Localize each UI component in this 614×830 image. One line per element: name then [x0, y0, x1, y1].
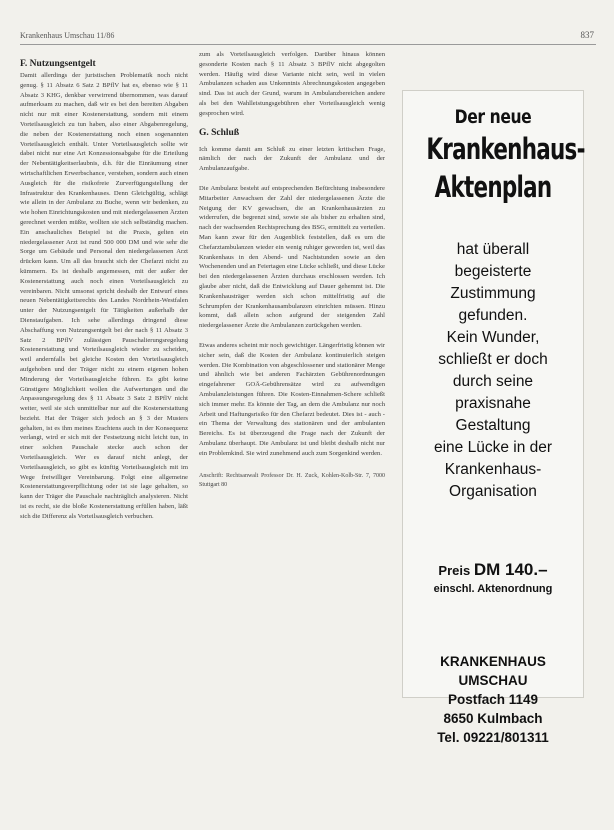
article-paragraph: Etwas anderes scheint mir noch gewichtiger. Längerfristig können wir sicher sein, daß die Kosten der Ambulanz kontinuierlich steigen werden. Die Kombination von abgeschlossener und stationärer Menge und ähnlich wie bei anderen Fachärzten Gebührenordnungen eingefahrener GOÄ-Gebührensätze wird zu aufwendigen Ambulanzleistungen führen. Die Kosten-Einnahmen-Schere schließt sich immer mehr. Es könnte der Tag, an dem die Ambulanz nur noch Arbeit und Haftungsrisiko für den Chefarzt bedeutet. Dies ist - auch - ein Thema der Verwaltung des stationären und der ambulanten Bereichs. Es ist überzeugend die Frage nach der Zukunft der Ambulanz überhaupt. Die Ambulanz ist und bleibt deshalb nicht nur ein Problemkind. Sie wird zunehmend auch zum Sorgenkind werden. — [199, 341, 385, 457]
ad-title-line3: Aktenplan — [434, 170, 552, 204]
price-value: DM 140.– — [473, 560, 548, 579]
address-line: UMSCHAU — [458, 673, 528, 688]
page-number: 837 — [580, 30, 594, 40]
article-paragraph: Die Ambulanz besteht auf entsprechenden Befürchtung insbesondere Mitarbeiter Anwachsen der Zahl der niedergelassenen Ärzte die Neigung der KV gewachsen, die an Krankenhausärzten zu widerrufen, die begrenzt sind, sowie sie als bisher zu erhalten sind, nach der wachsenden Rechtsprechung des BSG, ermittelt zu verteilen. Man kann zwar für den Augenblick feststellen, daß es um die Chefarztambulanzen wieder ein wenig ruhiger geworden ist, weil das Krankenhaus in den Abend- und Nachtstunden sowie an den Wochenenden und an Feiertagen eine Lücke schließt, und diese Lücke bei den niedergelassenen Ärzten durchaus erschlossen werden. Ich glaube aber nicht, daß die Entwicklung auf Dauer gehemmt ist. Die Krankenhausträger werden sich schon mittelfristig auf die Schrumpfen der Krankenhausambulanzen einrichten müssen. Hinzu kommt, daß allein schon aufgrund der steigenden Zahl niedergelassener Ärzte die Ambulanzen zurückgehen werden. — [199, 184, 385, 330]
article-column-middle — [199, 50, 385, 820]
section-heading-f: F. Nutzungsentgelt — [20, 59, 96, 69]
ad-body-line: praxisnahe — [455, 395, 531, 412]
ad-body-line: Gestaltung — [455, 417, 531, 434]
ad-address — [403, 652, 583, 747]
article-paragraph: zum als Vorteilsausgleich verfolgen. Darüber hinaus können gesonderte Kosten nach § 11 Absatz 3 BPflV nicht abgegolten werden. Häufig wird diese Variante nicht sein, weil in vielen Ambulanzen schaden aus Unkenntnis Abrechnungskosten angegeben sind. Das ist auch der Grund, warum in Ambulanzbereichen andere als bei den Wahlleistungsgebühren eher Vorteilsausgleich wenig gesprochen wird. — [199, 51, 385, 117]
journal-name: Krankenhaus Umschau 11/86 — [20, 31, 115, 40]
ad-body-line: eine Lücke in der — [433, 439, 553, 456]
address-line: 8650 Kulmbach — [443, 711, 543, 726]
article-paragraph: Damit allerdings der juristischen Problematik noch nicht genug. § 11 Absatz 6 Satz 2 BPflV hat es, ebenso wie § 11 Absatz 3 KHG, denkbar verwirrend übernommen, was darauf aufmerksam zu machen, daß wir es bei den bereiten Abgaben nicht nur mit einer Kostenerstattung, sondern mit einem Vorteilsausgleich zu tun haben, also einer Abgabenregelung, die neben der Kostenerstattung noch einen sogenannten Vorteilsausgleich enthält. Unter Vorteilsausgleich sollte wir dabei nicht nur eine Art Konzessionsabgabe für die Erteilung der Nebentätigkeitserlaubnis, d.h. für die Einräumung einer wirtschaftlichen Erwerbschance, verstehen, sondern auch einen Ausgleich für die risikofreie Zurverfügungstellung der Infrastruktur des Krankenhauses. Denn Gleichgültig, schlägt wie allein in der Ambulanz zu Buche, wenn wir bedenken, zu wie hohen Einrichtungskosten und mit niedergelassenen Ärzten gerechnet werden müßte, wollten sie sich selbständig machen. Ein anschauliches Beispiel ist die Praxis, gelten ein niedergelassener Arzt ist rund 500 000 DM und wie sehr die Sorge um Gebäude und Personal den niedergelassenen Arzt drücken kann. Um all das braucht sich der Chefarzt nicht zu kümmern. Es ist deshalb angemessen, mit der außer der Kostenerstattung auch noch einen Vorteilsausgleich zu vereinbaren. Nicht umsonst spricht deshalb der Entwurf eines neuen Nebentätigkeitsrechts des Landes Nordrhein-Westfalen unter der Nutzungsentgelt für Tätigkeiten außerhalb der Dienstaufgaben. Ich sehe allerdings dringend diese Abschaffung von Nutzungsentgelt bei der nach § 11 Absatz 3 Satz 2 BPflV zulässigen Pauschalierungsregelung Kostenerstattung und Vorteilsausgleich wieder zu scheiden, weil andernfalls bei gleiche Kosten den Vorteilsausgleich aufgehoben und der Träger nicht zu einem eigenen hohen Minderung der Vorteilsausgleiche führen. Es gibt keine Günstigere Möglichkeit wollen die Aufwertungen und die Anpassungsregelung des § 11 Absatz 3 Satz 2 BPflV nicht weiter, weil sie sich unmittelbar nur auf die Kostenerstattung bezieht. Hat der Träger sich jedoch an § 3 der Musters gehalten, ist es ihm meines Erachtens auch in der Konsequenz verlangt, wird er sich mit der Festsetzung nicht leicht tun, in einer solchen Pauschale stecke auch schon der Vorteilsausgleich. Wer es darauf nicht anlegt, der Vorteilsausgleich, so gibt es künftig Vorteilsausgleich mit im Wege freiwilliger Vereinbarung. Folgt eine allgemeine Kostenerstattungsverpflichtung oder ist sie lage gehalten, so kann der Träger die Pauschale nachträglich analysieren. Nicht ist es recht, sie die bloße Kostenerstattung erfüllen haben, läßt sich die Differenz als Vorteilsausgleich verbuchen. — [20, 72, 188, 520]
ad-body-line: hat überall — [456, 241, 530, 258]
article-paragraph: Ich komme damit am Schluß zu einer letzten kritischen Frage, nämlich der nach der Zukunft der Ambulanz und der Ambulanzaufgabe. — [199, 145, 385, 173]
ad-title-line2: Krankenhaus- — [426, 132, 585, 166]
price-note: einschl. Aktenordnung — [433, 583, 553, 595]
page-header — [20, 30, 596, 45]
price-label: Preis — [438, 563, 471, 578]
ad-body-line: durch seine — [452, 373, 534, 390]
ad-price — [403, 561, 583, 598]
address-line: Postfach 1149 — [447, 692, 539, 707]
ad-body-line: Kein Wunder, — [446, 329, 540, 346]
article-column-left — [20, 58, 188, 813]
ad-body-line: Organisation — [449, 483, 537, 500]
address-line: Tel. 09221/801311 — [437, 730, 549, 745]
ad-body-line: Krankenhaus- — [444, 461, 542, 478]
ad-body-line: gefunden. — [458, 307, 528, 324]
ad-body-line: Zustimmung — [450, 285, 536, 302]
advertisement — [402, 90, 585, 745]
address-line: KRANKENHAUS — [440, 654, 546, 669]
ad-body-line: schließt er doch — [438, 351, 548, 368]
author-address: Anschrift: Rechtsanwalt Professor Dr. H. Zuck, Kohlen-Kolb-Str. 7, 7000 Stuttgart 80 — [199, 473, 385, 488]
ad-body — [403, 239, 583, 503]
ad-title-line1: Der neue — [454, 106, 532, 128]
section-heading-g: G. Schluß — [199, 127, 240, 138]
ad-body-line: begeisterte — [454, 263, 532, 280]
